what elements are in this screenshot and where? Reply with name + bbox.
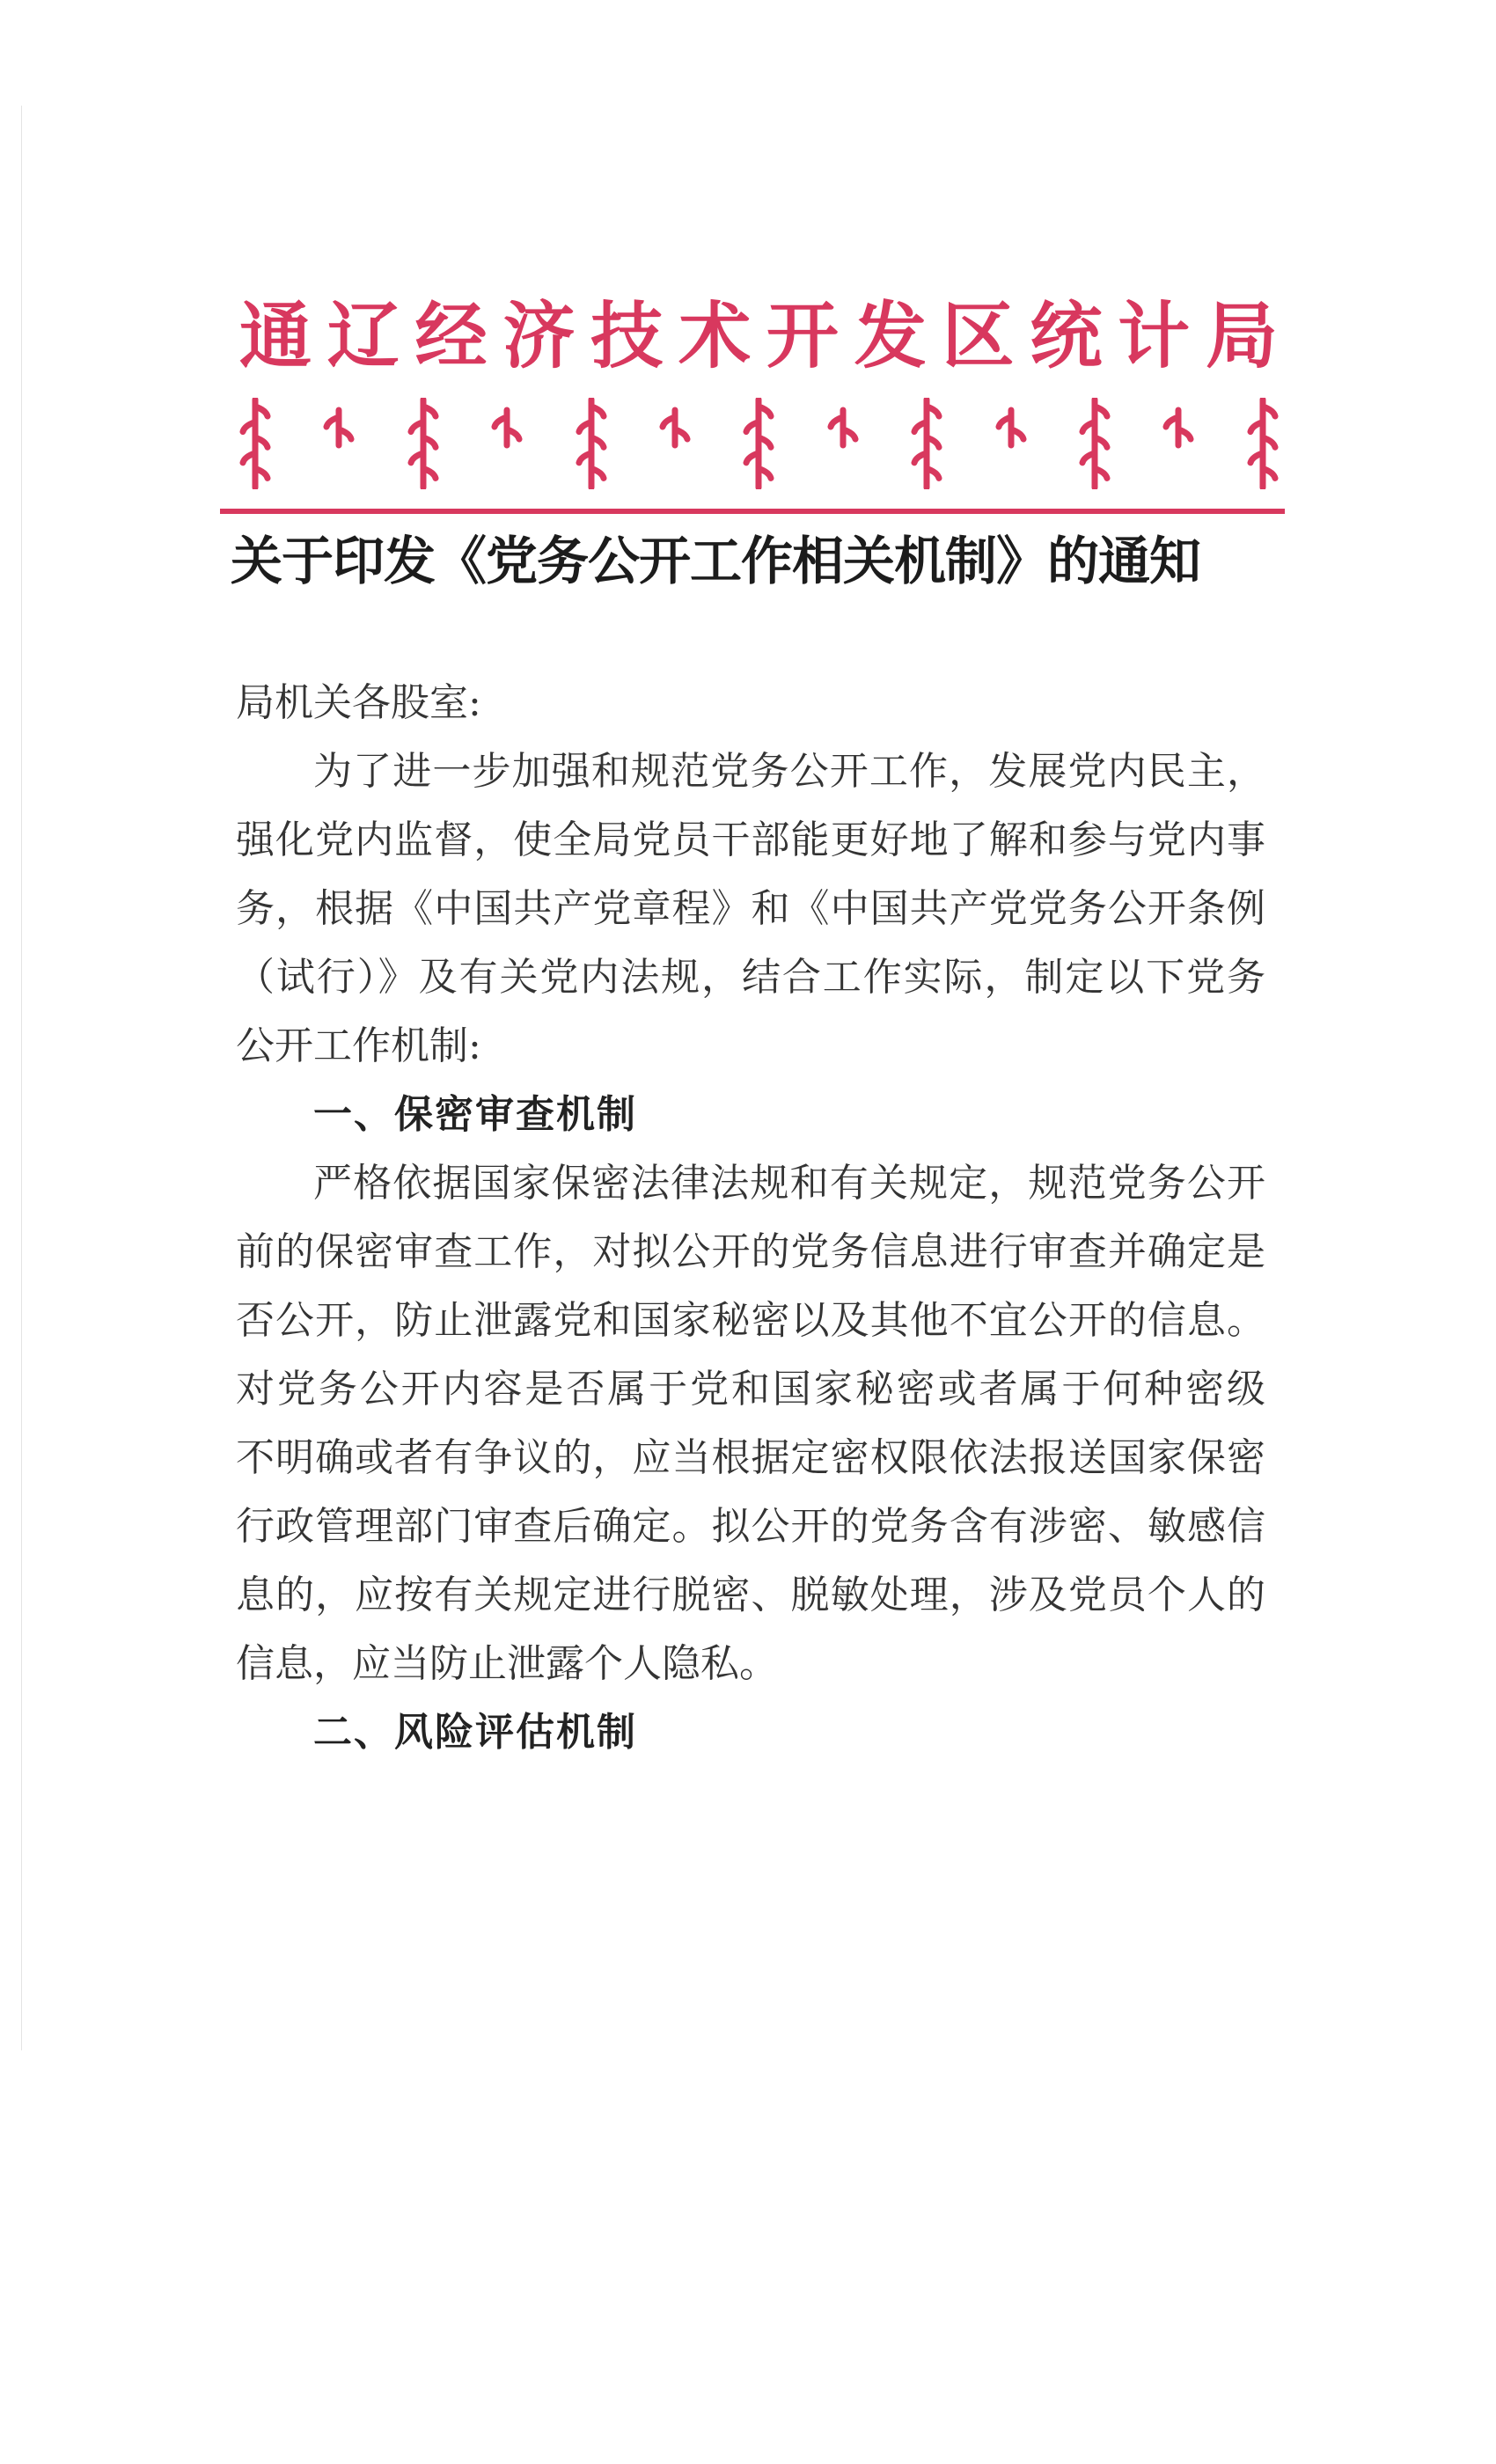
paragraph-line: 公开工作机制: [236, 1023, 481, 1068]
paragraph-line: 信息，应当防止泄露个人隐私。 [236, 1641, 778, 1686]
mongolian-glyph-stroke [326, 410, 351, 445]
mongolian-glyph-stroke [914, 400, 939, 488]
mongolian-word-glyph [741, 398, 776, 489]
mongolian-script-header [238, 398, 1280, 489]
mongolian-word-glyph [1161, 398, 1196, 489]
paragraph-line: 息的，应按有关规定进行脱密、脱敏处理，涉及党员个人的 [236, 1573, 1265, 1617]
notice-title: 关于印发《党务公开工作相关机制》的通知 [231, 531, 1201, 591]
org-name-char: 发 [854, 294, 927, 378]
paragraph-line: （试行）》及有关党内法规，结合工作实际，制定以下党务 [236, 955, 1265, 1000]
mongolian-glyph-stroke [831, 410, 855, 445]
org-name-char: 统 [1030, 294, 1103, 378]
document-body [236, 669, 1265, 1767]
mongolian-word-glyph [1077, 398, 1112, 489]
org-name-char: 计 [1118, 294, 1191, 378]
org-name-char: 开 [766, 294, 839, 378]
mongolian-word-glyph [321, 398, 356, 489]
mongolian-word-glyph [909, 398, 944, 489]
org-name-char: 济 [502, 294, 576, 378]
red-header-rule [220, 509, 1285, 514]
org-name-char: 区 [942, 294, 1015, 378]
paragraph-line: 强化党内监督，使全局党员干部能更好地了解和参与党内事 [236, 818, 1265, 862]
mongolian-glyph-stroke [1250, 400, 1275, 488]
mongolian-glyph-stroke [579, 400, 604, 488]
mongolian-word-glyph [994, 398, 1029, 489]
org-name-char: 经 [414, 294, 488, 378]
org-name-char: 辽 [326, 294, 400, 378]
mongolian-glyph-stroke [495, 410, 519, 445]
mongolian-glyph-stroke [1082, 400, 1107, 488]
mongolian-glyph-stroke [999, 410, 1023, 445]
mongolian-glyph-stroke [746, 400, 771, 488]
org-name-char: 局 [1205, 294, 1278, 378]
salutation: 局机关各股室: [236, 680, 481, 725]
paragraph-line: 严格依据国家保密法律法规和有关规定，规范党务公开 [313, 1161, 1265, 1206]
mongolian-glyph-stroke [243, 400, 268, 488]
paragraph-line: 不明确或者有争议的，应当根据定密权限依法报送国家保密 [236, 1435, 1265, 1480]
mongolian-word-glyph [825, 398, 861, 489]
mongolian-word-glyph [406, 398, 441, 489]
mongolian-glyph-stroke [411, 400, 436, 488]
mongolian-glyph-stroke [663, 410, 687, 445]
mongolian-word-glyph [574, 398, 609, 489]
paragraph-line: 务，根据《中国共产党章程》和《中国共产党党务公开条例 [236, 886, 1265, 931]
paragraph-line: 否公开，防止泄露党和国家秘密以及其他不宜公开的信息。 [236, 1298, 1265, 1343]
paragraph-line: 行政管理部门审查后确定。拟公开的党务含有涉密、敏感信 [236, 1504, 1265, 1549]
org-name-char: 技 [590, 294, 664, 378]
section-heading: 一、保密审查机制 [313, 1092, 637, 1137]
org-name-char: 术 [678, 294, 752, 378]
paragraph-line: 为了进一步加强和规范党务公开工作，发展党内民主， [313, 749, 1265, 794]
section-heading: 二、风险评估机制 [313, 1710, 637, 1755]
paragraph-line: 前的保密审查工作，对拟公开的党务信息进行审查并确定是 [236, 1229, 1265, 1274]
paragraph-line: 对党务公开内容是否属于党和国家秘密或者属于何种密级 [236, 1367, 1265, 1412]
mongolian-word-glyph [238, 398, 273, 489]
org-name-char: 通 [239, 294, 312, 378]
mongolian-word-glyph [489, 398, 524, 489]
mongolian-glyph-stroke [1166, 410, 1191, 445]
mongolian-word-glyph [657, 398, 693, 489]
mongolian-word-glyph [1245, 398, 1280, 489]
scan-edge-line [21, 106, 22, 2050]
organization-name [239, 283, 1278, 389]
